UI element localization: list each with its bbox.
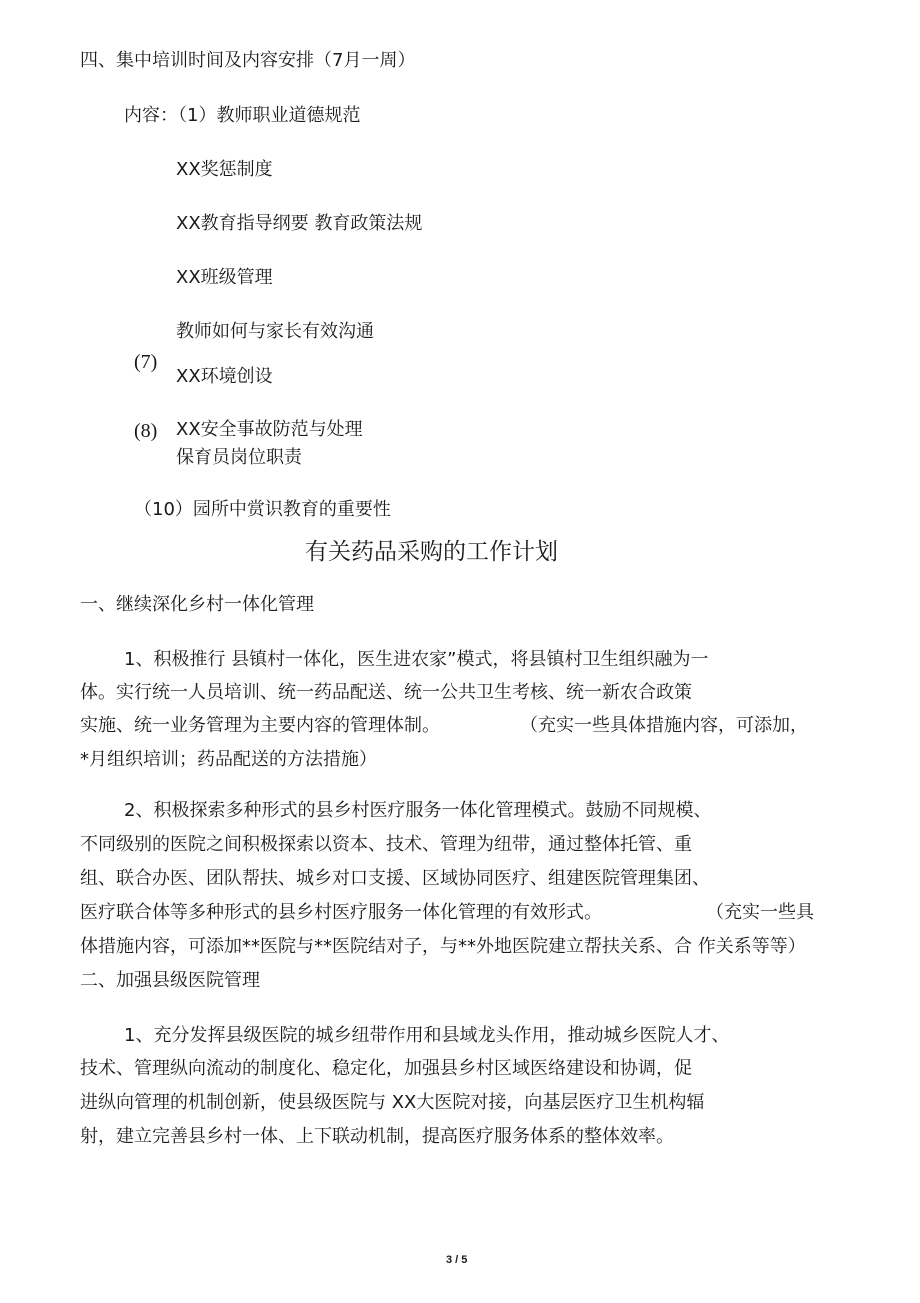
document-title: 有关药品采购的工作计划 <box>305 539 558 565</box>
page-number: 3 / 5 <box>446 1254 468 1266</box>
training-item: 保育员岗位职责 <box>176 447 302 468</box>
paragraph-line: 进纵向管理的机制创新，使县级医院与 XX大医院对接，向基层医疗卫生机构辐 <box>80 1092 705 1113</box>
section2-heading: 二、加强县级医院管理 <box>80 970 260 991</box>
paragraph-line: 体措施内容，可添加**医院与**医院结对子，与**外地医院建立帮扶关系、合 作关系等等） <box>80 936 806 957</box>
training-item: XX安全事故防范与处理 <box>176 419 363 440</box>
paragraph-line: 射，建立完善县乡村一体、上下联动机制，提高医疗服务体系的整体效率。 <box>80 1126 674 1147</box>
list-marker-7: (7) <box>134 351 158 373</box>
training-item: XX奖惩制度 <box>176 159 273 180</box>
paragraph-line: 2、积极探索多种形式的县乡村医疗服务一体化管理模式。鼓励不同规模、 <box>124 800 712 821</box>
paragraph-line: 技术、管理纵向流动的制度化、稳定化，加强县乡村区域医络建设和协调，促 <box>80 1058 692 1079</box>
paragraph-line: 1、充分发挥县级医院的城乡纽带作用和县域龙头作用，推动城乡医院人才、 <box>124 1025 730 1046</box>
paragraph-line: 不同级别的医院之间积极探索以资本、技术、管理为纽带，通过整体托管、重 <box>80 834 692 855</box>
paragraph-line: （充实一些具 <box>706 902 814 923</box>
training-item: XX教育指导纲要 教育政策法规 <box>176 213 423 234</box>
paragraph-line: （充实一些具体措施内容，可添加， <box>520 715 808 736</box>
training-item-10: （10）园所中赏识教育的重要性 <box>134 499 391 520</box>
paragraph-line: 医疗联合体等多种形式的县乡村医疗服务一体化管理的有效形式。 <box>80 902 602 923</box>
training-heading: 四、集中培训时间及内容安排（7月一周） <box>80 50 416 71</box>
section1-heading: 一、继续深化乡村一体化管理 <box>80 594 314 615</box>
list-marker-8: (8) <box>134 420 158 442</box>
training-item: 教师如何与家长有效沟通 <box>176 321 374 342</box>
paragraph-line: 1、积极推行 县镇村一体化，医生进农家”模式，将县镇村卫生组织融为一 <box>124 649 709 670</box>
training-content-intro: 内容：（1）教师职业道德规范 <box>124 105 361 126</box>
paragraph-line: 组、联合办医、团队帮扶、城乡对口支援、区域协同医疗、组建医院管理集团、 <box>80 868 710 889</box>
paragraph-line: 体。实行统一人员培训、统一药品配送、统一公共卫生考核、统一新农合政策 <box>80 682 692 703</box>
training-item: XX环境创设 <box>176 366 273 387</box>
training-item: XX班级管理 <box>176 267 273 288</box>
paragraph-line: *月组织培训；药品配送的方法措施） <box>80 749 377 770</box>
paragraph-line: 实施、统一业务管理为主要内容的管理体制。 <box>80 715 440 736</box>
